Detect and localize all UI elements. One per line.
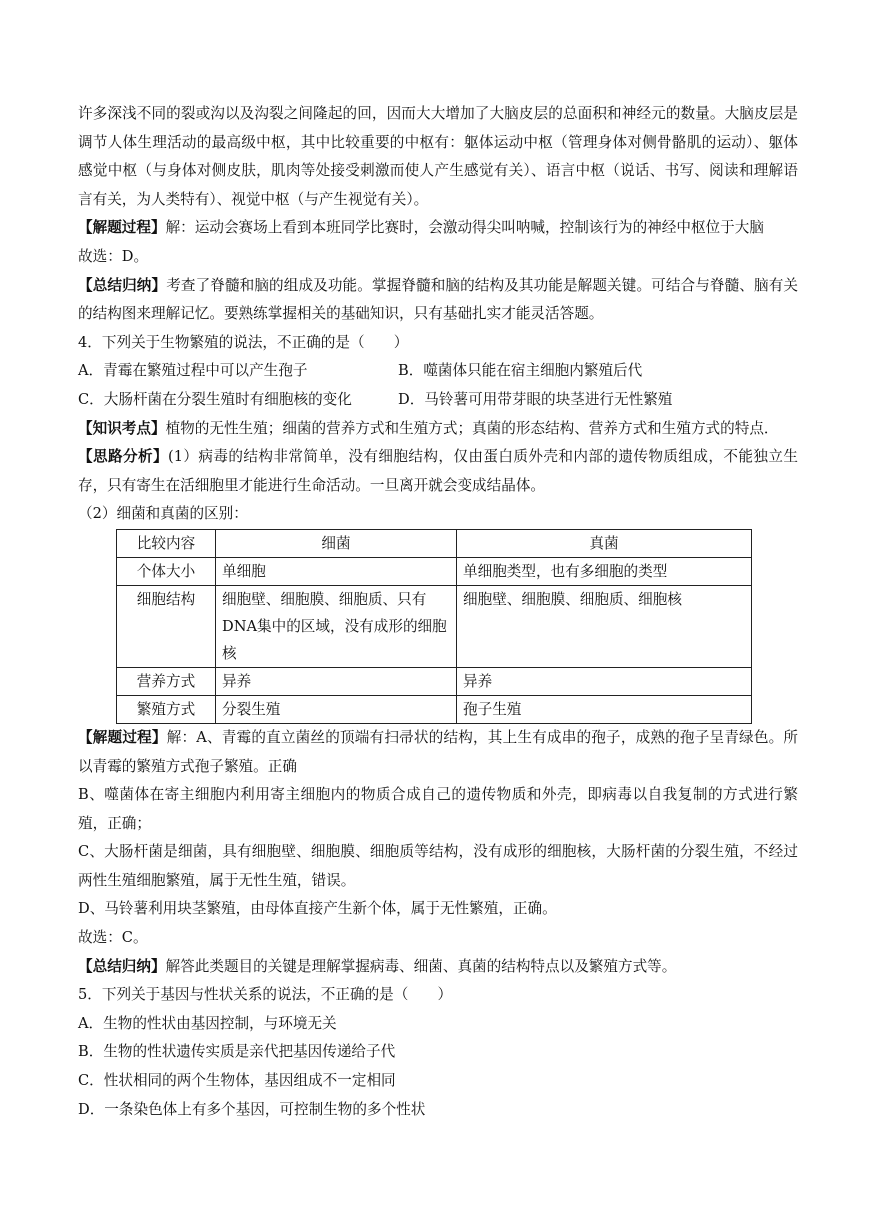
q4-option-b: B．噬菌体只能在宿主细胞内繁殖后代	[398, 362, 643, 380]
section-label: 【解题过程】	[78, 219, 166, 237]
q4-process	[78, 724, 798, 781]
table-cell: 异养	[216, 667, 457, 695]
q4-option-d: D．马铃薯可用带芽眼的块茎进行无性繁殖	[398, 390, 673, 408]
q4-process-d: D、马铃薯利用块茎繁殖，由母体直接产生新个体，属于无性繁殖，正确。	[78, 900, 557, 918]
table-cell: 繁殖方式	[117, 695, 216, 723]
document-page	[78, 100, 798, 1124]
q4-summary	[78, 953, 798, 982]
table-cell: 单细胞	[216, 557, 457, 585]
section-label: 【总结归纳】	[78, 957, 166, 975]
table-row	[117, 695, 752, 723]
table-cell: 异养	[457, 667, 752, 695]
q4-analysis	[78, 443, 798, 500]
section-label: 【思路分析】	[78, 448, 169, 466]
section-label: 【总结归纳】	[78, 276, 167, 294]
q4-process-c: C、大肠杆菌是细菌，具有细胞壁、细胞膜、细胞质等结构，没有成形的细胞核，大肠杆菌的分裂生殖，不经过两性生殖细胞繁殖，属于无性生殖，错误。	[78, 843, 798, 889]
q3-process	[78, 214, 798, 243]
table-row	[117, 585, 752, 667]
table-cell: 细胞壁、细胞膜、细胞质、细胞核	[457, 585, 752, 667]
q5-option-a: A．生物的性状由基因控制，与环境无关	[78, 1014, 337, 1032]
q4-knowledge-text: 植物的无性生殖；细菌的营养方式和生殖方式；真菌的形态结构、营养方式和生殖方式的特点．	[165, 419, 779, 437]
q4-analysis-text: (1）病毒的结构非常简单，没有细胞结构，仅由蛋白质外壳和内部的遗传物质组成，不能独立生存，只有寄生在活细胞里才能进行生命活动。一旦离开就会变成结晶体。	[78, 448, 798, 494]
table-cell: 分裂生殖	[216, 695, 457, 723]
q4-answer: 故选：C。	[78, 929, 148, 947]
table-header-cell: 真菌	[457, 529, 752, 557]
q3-summary-text: 考查了脊髓和脑的组成及功能。掌握脊髓和脑的结构及其功能是解题关键。可结合与脊髓、脑有关的结构图来理解记忆。要熟练掌握相关的基础知识，只有基础扎实才能灵活答题。	[78, 276, 798, 323]
table-cell: 个体大小	[117, 557, 216, 585]
table-cell: 孢子生殖	[457, 695, 752, 723]
q4-process-a: 解：A、青霉的直立菌丝的顶端有扫帚状的结构，其上生有成串的孢子，成熟的孢子呈青绿色。所以青霉的繁殖方式孢子繁殖。正确	[78, 728, 798, 775]
q4-options-row-2	[78, 386, 798, 415]
q4-stem: 4．下列关于生物繁殖的说法，不正确的是（ ）	[78, 333, 409, 351]
q4-summary-text: 解答此类题目的关键是理解掌握病毒、细菌、真菌的结构特点以及繁殖方式等。	[165, 957, 677, 975]
q3-answer: 故选：D。	[78, 247, 149, 265]
table-cell: 营养方式	[117, 667, 216, 695]
q4-option-a: A．青霉在繁殖过程中可以产生孢子	[78, 362, 308, 380]
table-header-cell: 细菌	[216, 529, 457, 557]
section-label: 【解题过程】	[78, 728, 167, 746]
q4-analysis-2: （2）细菌和真菌的区别：	[78, 505, 248, 523]
table-row	[117, 667, 752, 695]
table-cell: 细胞结构	[117, 585, 216, 667]
paragraph-brain-cortex: 许多深浅不同的裂或沟以及沟裂之间隆起的回，因而大大增加了大脑皮层的总面积和神经元的数量。大脑皮层是调节人体生理活动的最高级中枢，其中比较重要的中枢有：躯体运动中枢（管理身体对侧骨骼肌的运动）、躯体感觉中枢（与身体对侧皮肤，肌肉等处接受刺激而使人产生感觉有关）、语言中枢（说话、书写、阅读和理解语言有关，为人类特有）、视觉中枢（与产生视觉有关）。	[78, 105, 798, 208]
table-cell: 单细胞类型，也有多细胞的类型	[457, 557, 752, 585]
q4-process-b: B、噬菌体在寄主细胞内利用寄主细胞内的物质合成自己的遗传物质和外壳，即病毒以自我复制的方式进行繁殖，正确；	[78, 786, 798, 832]
table-row	[117, 557, 752, 585]
q5-option-c: C．性状相同的两个生物体，基因组成不一定相同	[78, 1072, 396, 1090]
table-header-row	[117, 529, 752, 557]
q3-process-text: 解：运动会赛场上看到本班同学比赛时，会激动得尖叫呐喊，控制该行为的神经中枢位于大脑	[165, 219, 764, 237]
table-cell: 细胞壁、细胞膜、细胞质、只有DNA集中的区域，没有成形的细胞核	[216, 585, 457, 667]
q5-stem: 5．下列关于基因与性状关系的说法，不正确的是（ ）	[78, 986, 453, 1004]
q4-knowledge	[78, 415, 798, 444]
q4-option-c: C．大肠杆菌在分裂生殖时有细胞核的变化	[78, 390, 352, 408]
q4-options-row-1	[78, 357, 798, 386]
table-header-cell: 比较内容	[117, 529, 216, 557]
comparison-table	[116, 529, 752, 724]
q3-summary	[78, 272, 798, 329]
q5-option-d: D．一条染色体上有多个基因，可控制生物的多个性状	[78, 1100, 426, 1118]
q5-option-b: B．生物的性状遗传实质是亲代把基因传递给子代	[78, 1043, 396, 1061]
section-label: 【知识考点】	[78, 419, 166, 437]
